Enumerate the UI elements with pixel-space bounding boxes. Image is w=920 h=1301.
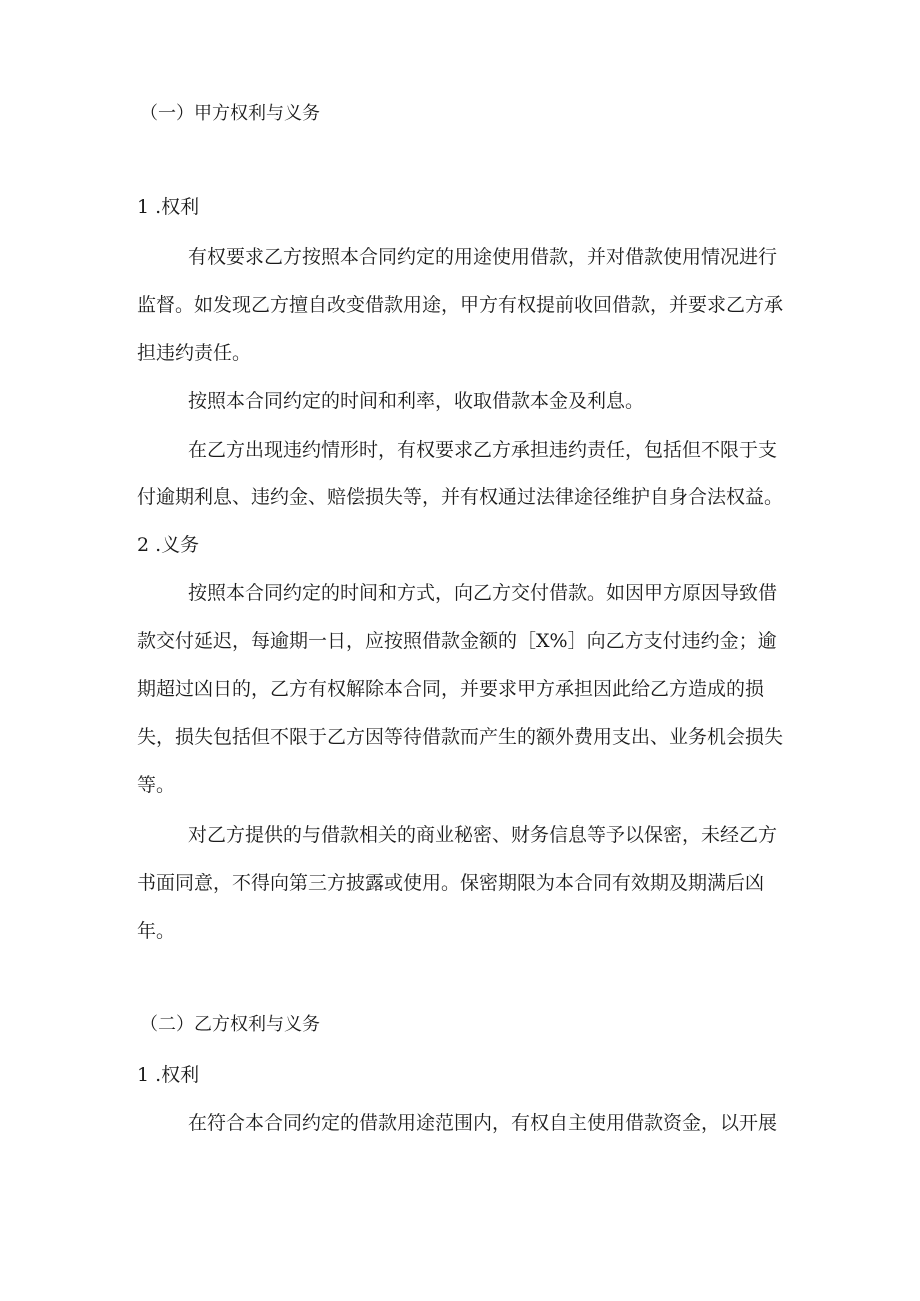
subheading-rights-a: 1 .权利	[137, 196, 200, 218]
paragraph-line: 在乙方出现违约情形时，有权要求乙方承担违约责任，包括但不限于支	[188, 439, 778, 461]
subheading-obligations-a: 2 .义务	[137, 534, 200, 556]
paragraph-line: 担违约责任。	[137, 342, 252, 364]
section-heading-party-a: （一）甲方权利与义务	[140, 103, 320, 124]
paragraph-line: 有权要求乙方按照本合同约定的用途使用借款，并对借款使用情况进行	[188, 246, 778, 268]
paragraph-line: 付逾期利息、违约金、赔偿损失等，并有权通过法律途径维护自身合法权益。	[137, 486, 784, 508]
paragraph-line: 在符合本合同约定的借款用途范围内，有权自主使用借款资金，以开展	[188, 1112, 778, 1134]
paragraph-line: 期超过凶日的，乙方有权解除本合同，并要求甲方承担因此给乙方造成的损	[137, 678, 765, 700]
paragraph-line: 失，损失包括但不限于乙方因等待借款而产生的额外费用支出、业务机会损失	[137, 726, 784, 748]
subheading-rights-b: 1 .权利	[137, 1064, 200, 1086]
paragraph-line: 监督。如发现乙方擅自改变借款用途，甲方有权提前收回借款，并要求乙方承	[137, 294, 784, 316]
paragraph-line: 款交付延迟，每逾期一日，应按照借款金额的［X%］向乙方支付违约金；逾	[137, 630, 777, 652]
paragraph-line: 对乙方提供的与借款相关的商业秘密、财务信息等予以保密，未经乙方	[188, 824, 778, 846]
paragraph-line: 按照本合同约定的时间和利率，收取借款本金及利息。	[188, 390, 645, 412]
paragraph-line: 年。	[137, 920, 176, 942]
paragraph-line: 等。	[137, 774, 176, 796]
paragraph-line: 书面同意，不得向第三方披露或使用。保密期限为本合同有效期及期满后凶	[137, 872, 765, 894]
section-heading-party-b: （二）乙方权利与义务	[140, 1014, 320, 1035]
paragraph-line: 按照本合同约定的时间和方式，向乙方交付借款。如因甲方原因导致借	[188, 582, 778, 604]
